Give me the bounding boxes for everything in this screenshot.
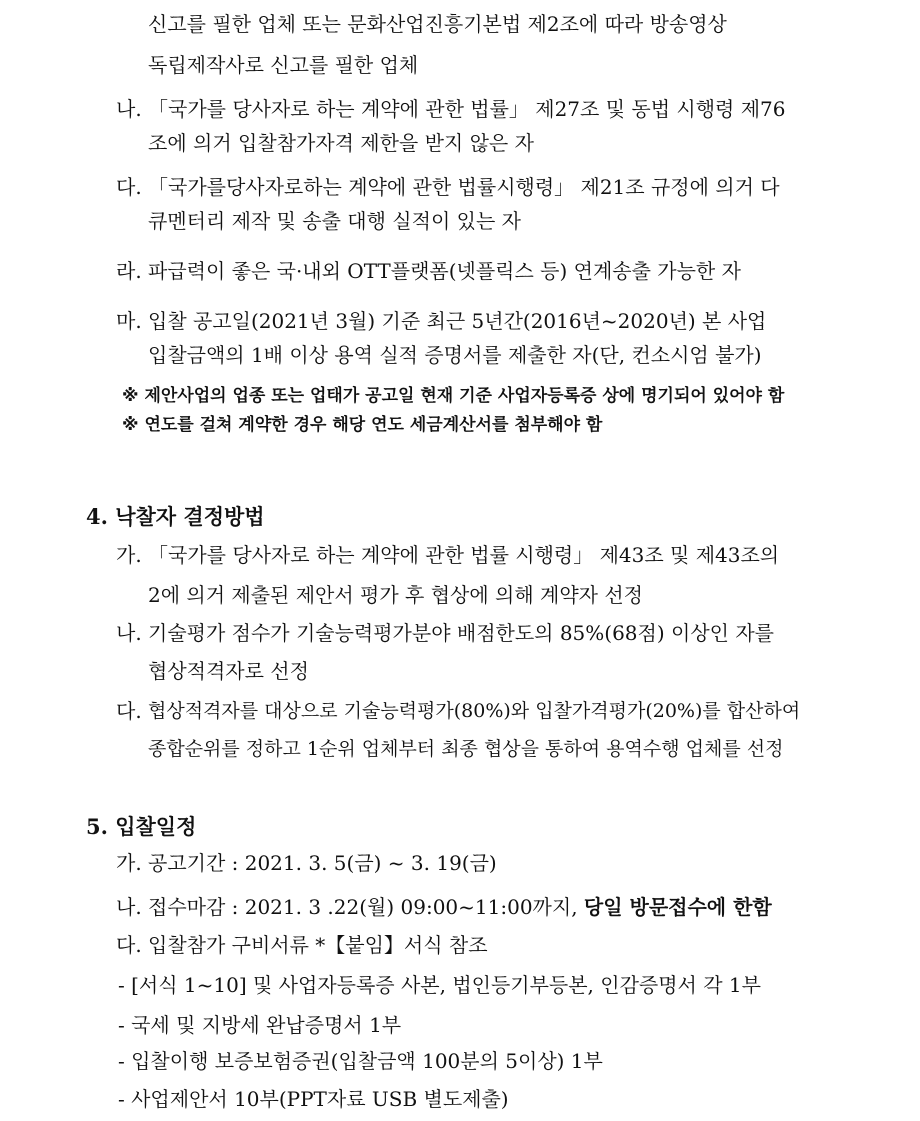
list-item-text: 파급력이 좋은 국·내외 OTT플랫폼(넷플릭스 등) 연계송출 가능한 자 [148, 259, 741, 283]
qualification-item-na-line1 [0, 96, 920, 122]
list-item-text: 「국가를당사자로하는 계약에 관한 법률시행령」 제21조 규정에 의거 다 [148, 175, 780, 199]
list-marker: 다. [116, 933, 142, 957]
deadline-text: 접수마감 : 2021. 3 .22(월) 09:00~11:00까지, [148, 895, 578, 919]
list-marker: 다. [116, 175, 142, 199]
list-item-text: 입찰참가 구비서류 *【붙임】서식 참조 [148, 933, 488, 957]
document-item: - 국세 및 지방세 완납증명서 1부 [118, 1013, 402, 1037]
section-5-heading: 5. 입찰일정 [86, 814, 197, 839]
section-5-item-required-documents [0, 932, 920, 958]
list-item-text: 「국가를 당사자로 하는 계약에 관한 법률 시행령」 제43조 및 제43조의 [148, 543, 780, 567]
deadline-emphasis: 당일 방문접수에 한함 [583, 895, 772, 919]
list-item-text: 공고기간 : 2021. 3. 5(금) ~ 3. 19(금) [148, 851, 497, 875]
list-marker: 다. [116, 699, 142, 723]
qualification-item-da-line2: 큐멘터리 제작 및 송출 대행 실적이 있는 자 [148, 209, 521, 233]
section-4-item-da-line2: 종합순위를 정하고 1순위 업체부터 최종 협상을 통하여 용역수행 업체를 선정 [148, 738, 784, 760]
qualification-item-ma-line1 [0, 308, 920, 334]
section-4-item-da-line1 [0, 698, 920, 724]
list-marker: 나. [116, 895, 142, 919]
qualification-item-ma-line2: 입찰금액의 1배 이상 용역 실적 증명서를 제출한 자(단, 컨소시엄 불가) [148, 343, 762, 367]
continuation-line-2: 독립제작사로 신고를 필한 업체 [148, 53, 419, 77]
list-item-text: 입찰 공고일(2021년 3월) 기준 최근 5년간(2016년~2020년) 본 사업 [148, 309, 767, 333]
list-item-text: 기술평가 점수가 기술능력평가분야 배점한도의 85%(68점) 이상인 자를 [148, 621, 774, 645]
list-marker: 마. [116, 309, 142, 333]
qualification-item-da-line1 [0, 174, 920, 200]
list-marker: 가. [116, 851, 142, 875]
section-4-item-na-line1 [0, 620, 920, 646]
section-4-item-ga-line1 [0, 542, 920, 568]
qualification-item-na-line2: 조에 의거 입찰참가자격 제한을 받지 않은 자 [148, 131, 534, 155]
list-marker: 라. [116, 259, 142, 283]
section-4-item-ga-line2: 2에 의거 제출된 제안서 평가 후 협상에 의해 계약자 선정 [148, 583, 643, 607]
section-4-heading: 4. 낙찰자 결정방법 [86, 504, 265, 529]
section-5-item-submission-deadline [0, 894, 920, 920]
list-marker: 나. [116, 97, 142, 121]
list-item-text [148, 894, 772, 920]
document-item: - 입찰이행 보증보험증권(입찰금액 100분의 5이상) 1부 [118, 1049, 603, 1073]
section-5-item-announcement-period [0, 850, 920, 876]
document-item: - [서식 1~10] 및 사업자등록증 사본, 법인등기부등본, 인감증명서 각 1부 [118, 973, 761, 997]
qualification-item-ra [0, 258, 920, 284]
section-4-item-na-line2: 협상적격자로 선정 [148, 659, 309, 683]
list-item-text: 협상적격자를 대상으로 기술능력평가(80%)와 입찰가격평가(20%)를 합산하여 [148, 700, 801, 722]
note-business-registration: ※ 제안사업의 업종 또는 업태가 공고일 현재 기준 사업자등록증 상에 명기되어 있어야 함 [122, 386, 785, 406]
note-tax-invoice: ※ 연도를 걸쳐 계약한 경우 해당 연도 세금계산서를 첨부해야 함 [122, 415, 603, 435]
continuation-line-1: 신고를 필한 업체 또는 문화산업진흥기본법 제2조에 따라 방송영상 [148, 12, 727, 36]
list-item-text: 「국가를 당사자로 하는 계약에 관한 법률」 제27조 및 동법 시행령 제76 [148, 97, 786, 121]
list-marker: 가. [116, 543, 142, 567]
document-item: - 사업제안서 10부(PPT자료 USB 별도제출) [118, 1087, 509, 1111]
list-marker: 나. [116, 621, 142, 645]
